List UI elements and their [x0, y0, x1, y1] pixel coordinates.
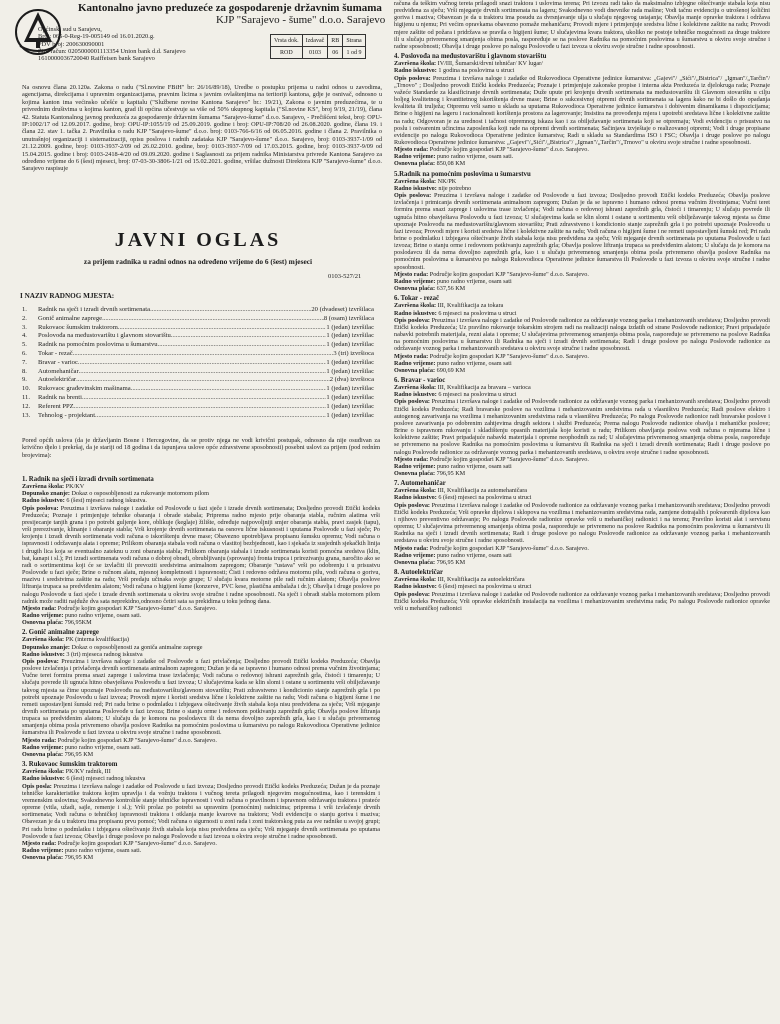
job-heading: 6. Tokar - rezač — [394, 295, 440, 303]
detail-text: puno radno vrijeme, osam sati. — [64, 846, 142, 854]
detail-label: Mjesto rada: — [394, 270, 429, 278]
position-row — [22, 376, 374, 385]
register-value: 06 — [328, 47, 343, 59]
job-detail — [394, 160, 770, 167]
detail-text: Područje kojim gospodari KJP "Sarajevo-šume" d.o.o. Sarajevo. — [429, 270, 589, 278]
detail-text: Preuzima i izvršava naloge i zadatke od Poslovođe radionice za održavanje voznog parka i mehanizovanih sredstava; Dosljedno provodi Etički kodeks Preduzeća; Uz pravilno rukovanje tokarskim strojem radi na realizaciji naloga izdatih od strane Poslovođe radionice; Pravi pripadajuće nabavki potrebnih materijala, rezni alata i opreme; U slučajevima privremenog smanjenja obima posla, raspoređuje se privremeno na poslove Radnika na pomoćnim poslovima u šumarstvu ili Radnika na sječi i izradi drvnih sortimenata; Radi i druge poslove po nalogu Poslovođe radionice za održavanje voznog parka i mehanizovanih sredstava u okviru svoje stručne i radne sposobnosti. — [394, 316, 770, 353]
detail-text: 796,95KM — [64, 619, 92, 627]
detail-label: Osnovna plaća: — [394, 160, 436, 168]
detail-text: IV/III, Šumarski/drvni tehničar/ KV lugar/ — [437, 60, 543, 68]
detail-text: puno radno vrijeme, osam sati. — [64, 743, 142, 751]
detail-label: Dopunsko znanje: — [22, 643, 70, 651]
general-conditions: Pored općih uslova (da je državljanin Bosne i Hercegovine, da se protiv njega ne vodi krivični postupak, odnosno da nije osuđivan za krivično djelo i prekršaj, da je stariji od 18 godina i da ispunjava uslove opće zdravstvene sposobnosti) posebni uslovi za prijem (pod redním brojevima): — [22, 437, 380, 459]
leader-dots — [118, 324, 327, 333]
meta-line: PDV broj: 200630090001 — [38, 40, 105, 48]
job-detail — [394, 456, 770, 463]
ad-subtitle: za prijem radnika u radni odnos na određeno vrijeme do 6 (šest) mjeseci — [83, 257, 313, 266]
job-heading: 3. Rukovaoc šumskim traktorom — [22, 761, 118, 769]
detail-label: Radno vrijeme: — [394, 551, 436, 559]
detail-label: Opis poslova: — [22, 504, 59, 512]
job-detail — [22, 854, 380, 861]
positions-heading: I NAZIV RADNOG MJESTA: — [20, 292, 115, 300]
detail-text: 690,69 KM — [436, 366, 466, 374]
position-name: Tokar - rezač — [38, 349, 73, 357]
position-name: Bravar - varioc — [38, 358, 78, 366]
detail-text: 796,95 KM — [64, 750, 94, 758]
detail-text: 796,95 KM — [436, 558, 466, 566]
detail-label: Radno vrijeme: — [22, 611, 64, 619]
detail-text: Područje kojim gospodari KJP "Sarajevo-šume" d.o.o. Sarajevo. — [429, 455, 589, 463]
position-number: 11. — [22, 393, 30, 401]
job-detail — [394, 576, 770, 583]
detail-text: 6 (šest) mjeseci radnog iskustva — [66, 775, 146, 783]
detail-text: III, Kvalifikacija za tokara — [437, 302, 504, 310]
detail-text: puno radno vrijeme, osam sati. — [64, 611, 142, 619]
job-detail — [394, 463, 770, 470]
detail-label: Opis poslova: — [394, 192, 432, 200]
leader-dots — [131, 385, 327, 394]
detail-label: Radno vrijeme: — [394, 153, 436, 161]
detail-label: Završena škola: — [394, 60, 437, 68]
job-detail — [394, 494, 770, 501]
position-row — [22, 306, 374, 315]
job-detail — [22, 840, 380, 847]
job-detail — [394, 60, 770, 67]
job-detail — [394, 398, 770, 455]
detail-label: Opis poslova: — [394, 590, 430, 598]
position-count: 1 (jedan) izvršilac — [326, 402, 374, 410]
detail-label: Opis poslova: — [394, 398, 430, 406]
detail-text: III, Kvalifikacija za autoelektričara — [437, 576, 525, 584]
job-heading: 4. Poslovođa na međustovarištu i glavnom stovarištu — [394, 53, 547, 61]
detail-label: Mjesto rada: — [394, 455, 429, 463]
job-detail — [394, 146, 770, 153]
position-name: Referent PPZ — [38, 402, 74, 410]
job-detail — [394, 317, 770, 353]
job-detail — [22, 744, 380, 751]
detail-label: Opis posla: — [22, 782, 52, 790]
job-heading: 2. Gonič animalne zaprege — [22, 629, 99, 637]
detail-text: Područje kojim gospodari KJP "Sarajevo-šume" d.o.o. Sarajevo. — [429, 352, 589, 360]
job-detail — [22, 490, 380, 497]
detail-label: Završena škola: — [394, 302, 437, 310]
position-count: 1 (jedan) izvršilac — [326, 341, 374, 349]
job-descriptions-right — [394, 0, 770, 612]
detail-text: 6 (šest) mjeseci radnog iskustva. — [66, 497, 147, 505]
job-detail — [22, 737, 380, 744]
detail-label: Dopunsko znanje: — [22, 490, 70, 498]
detail-text: Dokaz o osposobljenosti za goniča animalne zaprege — [71, 643, 203, 651]
job-heading: 7. Automehaničar — [394, 480, 446, 488]
position-count: 1 (jedan) izvršilac — [326, 332, 374, 340]
position-count: 1 (jedan) izvršilac — [326, 367, 374, 375]
job-descriptions-left — [22, 473, 380, 861]
job-detail — [394, 185, 770, 192]
detail-label: Mjesto rada: — [394, 544, 429, 552]
detail-label: Osnovna plaća: — [394, 366, 436, 374]
job-detail — [22, 751, 380, 758]
detail-text: 796,95 KM — [436, 470, 466, 477]
position-row — [22, 350, 374, 359]
detail-label: Mjesto rada: — [394, 352, 429, 360]
position-row — [22, 359, 374, 368]
company-name: KJP "Sarajevo - šume" d.o.o. Sarajevo — [216, 14, 386, 26]
job-detail — [394, 285, 770, 292]
detail-label: Mjesto rada: — [394, 146, 429, 154]
register-value: ROD — [271, 47, 303, 59]
detail-label: Završena škola: — [394, 487, 437, 495]
detail-label: Opis poslova: — [394, 501, 430, 509]
job-detail — [394, 583, 770, 590]
detail-label: Opis poslova: — [394, 74, 431, 82]
register-header: Strana — [343, 35, 365, 47]
detail-text: Područje kojim gospodari KJP "Sarajevo-šume" d.o.o. Sarajevo. — [57, 736, 217, 744]
document-register-table — [270, 34, 366, 59]
leader-dots — [102, 315, 324, 324]
detail-text: nije potrebno — [438, 184, 472, 192]
job-detail — [22, 483, 380, 490]
position-number: 4. — [22, 332, 27, 340]
position-row — [22, 385, 374, 394]
detail-text: 637,56 KM — [436, 285, 466, 293]
meta-line: Žiro račun: 0205000001113354 Union bank d.d. Sarajevo — [38, 47, 186, 55]
position-row — [22, 332, 374, 341]
organization-name: Kantonalno javno preduzeće za gospodarenje državnim šumama — [78, 2, 382, 14]
detail-label: Radno iskustvo: — [22, 650, 65, 658]
detail-text: NK/PK — [437, 177, 457, 185]
detail-label: Osnovna plaća: — [394, 470, 436, 477]
detail-label: Radno iskustvo: — [394, 67, 437, 75]
detail-text: puno radno vrijeme, osam sati — [436, 359, 512, 367]
leader-dots — [150, 306, 311, 315]
job-detail — [22, 605, 380, 612]
detail-label: Radno iskustvo: — [394, 184, 437, 192]
detail-text: Preuzima i izvršava naloge i zadatke od Poslovođe radionice za održavanje voznog parka i mehanizovanih sredstava; Dosljedno provodi Etički kodeks Preduzeća; Radi bravarske poslove na vozilima i mehanizovanim sredstvima rada u vlasništvu Preduzeća; Radi poslove elektro i autogenog zavarivanja na vozilima i mehanizovanim sredstvima rada u vlasništvu Preduzeća; Po nalogu Poslovođe radionice radi bravarske poslove i poslove zavarivanja po odobrenim zahtjevima drugih sektora i službi Preduzeća; Prema nalogu Poslovođe radionice obavlja i mehaničke poslove; Brine o ispravnom rukovanju i skladištenju opasnih materijala koje koristi u radu; Prilikom obavljanja poslova vodi računa o mjerama lične i kolektivne zaštite; Pravi pripadajuće nabavki materijala i opreme neophodnih za rad; U slučajevima privremenog smanjenja obima posla, raspoređuje se privremeno na poslove Radnika na pomoćnim poslovima u šumarstvu ili Radnika na sječi i izradi drvnih sortimenata; Radi i druge poslove po nalogu Poslovođe radionice za održavanje voznog parka i mehanizovanih sredstava, u okviru svoje stručne i radne sposobnosti. — [394, 398, 770, 456]
job-detail — [394, 153, 770, 160]
detail-text: PK/KV — [65, 483, 85, 491]
reference-number: 0103-527/21 — [328, 273, 362, 280]
detail-text: 6 (šest) mjeseci na poslovima u struci — [438, 494, 532, 502]
position-name: Radnik na sječi i izradi drvnih sortimenata — [38, 306, 151, 313]
detail-label: Završena škola: — [394, 177, 437, 185]
detail-text: Dokaz o osposobljenosti za rukovanje motornom pilom — [71, 490, 209, 498]
register-header: RB — [328, 35, 343, 47]
position-name: Rukovaoc građevinskim mašinama — [38, 385, 131, 393]
position-name: Radnik na pomoćnim poslovima u šumarstvu — [38, 341, 158, 349]
detail-label: Osnovna plaća: — [394, 285, 436, 293]
detail-text: Preuzima i izvršava naloge i zadatke od Poslovođe u fazi izvoza; Dosljedno provodi Etički kodeks Preduzeća; Dužan je da poznaje tehničke karakteristike traktora kojim upravlja i da vožnju traktora i vučnog tereta prilagodi njegovim mogućnostima, kao i terenskim i vremenskim uslovima; Svakodnevno kontroliše stanje tehničke ispravnosti i vodi računa o pravilnom i ispravnom održavanju traktora i prateće opreme (vitla, užadi, sajle, remenje i sl.); Vrši prolaz po potrebi sa upravnim (pomoćnim) radnicima; priprema i vrši izvlačenje drvnih sortimenata; Vodi računa o tehničkoj ispravnosti traktora i otklanja manje kvarove na traktoru; Vodi evidenciju o stanju goriva i maziva; Obavezan je da u traktoru ima propisanu prvu pomoć; Vodi računa o sigurnosti u zoni rada i zoni traktorskog puta za sve radnike u svojoj grupi; Pri radu brine o podmlatku i izbjegava oštećivanje živih stabala koja nisu predviđena za sječu; Vrši mjeganje drvnih sortimenata po uputama Poslovođe u fazi izvoza; Obavlja i druge poslove po nalogu Poslovođe u fazi izvoza u okviru svoje stručne i radne sposobnosti. — [22, 782, 381, 840]
leader-dots — [78, 359, 326, 368]
position-name: Autoelektričar — [38, 376, 77, 384]
detail-label: Mjesto rada: — [22, 736, 57, 744]
position-row — [22, 315, 374, 324]
job-detail — [394, 391, 770, 398]
register-value: 1 od 9 — [343, 47, 365, 59]
leader-dots — [73, 350, 334, 359]
detail-label: Radno vrijeme: — [394, 359, 436, 367]
detail-label: Radno iskustvo: — [394, 494, 437, 502]
detail-text: 1 godina na poslovima u struci — [438, 67, 515, 75]
position-number: 9. — [22, 376, 27, 384]
detail-label: Završena škola: — [22, 768, 65, 776]
job-detail — [394, 545, 770, 552]
detail-text: PK/KV radnik, III — [65, 768, 111, 776]
left-column — [8, 0, 388, 1024]
detail-label: Radno vrijeme: — [22, 846, 64, 854]
detail-label: Radno iskustvo: — [22, 775, 65, 783]
job-detail — [22, 612, 380, 619]
leader-dots — [95, 412, 326, 421]
detail-text: Preuzima i izvršava naloge i zadatke od Rukovodioca Operativne jedinice šumarstva: „Gajevi"/ „Sići"/„Bistrica"/ „Igman"/„Tarčin"/„Trnovo" ; Dosljedno provodi Etički kodeks Preduzeća; Poznaje i primjenjuje zakonske propise i interna akta Preduzeća iz djelokruga rada; Poznaje važeće Standarde za klasificiranje drvnih sortimenata; Duže upute pri krojenju drvnih sortimenata na međustovarištu ili Glavnom stovarištu u cilju boljeg kvalitetnog i kvantitetnog iskorištenja drvne mase; Brine o sukcesivnoj otpremi drvnih sortimenata sa lagera kako ne bi došlo do opadanja kvaliteta ili trulježa; Otpremu vrši samo u skladu sa uputama Rukovodioca Operativne jedinice šumarstva i dobivenim dinamikama i dispozicijama; Brine o higijeni na lageru i racionalnosti korištenja prostora za lagerovanje; Insistira na provođenju mjera i upotrebi sredstava lične i kolektivne zaštite na radu; Odgovoran je za urednost i tačnost otpremnog iskaza kao i za obilježavanje sortimenata koji se otpremaju; Vodi evidenciju o prisustvu na poslu i ostvarenim učincima zaposlenika koji rade na otpremi drvnih sortimenata; Sačinjava izvještaje o realizovanoj otpremi; Vodi i druge propisane evidencije po nalogu Rukovodioca Operativne jedinice šumarstva; Radi u skladu sa Standardima ISO i FSC; Obavlja i druge poslove po nalogu Rukovodioca Operativne jedinice šumarstva: „Gajevi"/„Sići"/„Bistrica"/ „Igman"/„Tarčin"/„Trnovo" u okviru svoje stručne i radne sposobnosti. — [394, 74, 770, 146]
detail-label: Završena škola: — [394, 576, 437, 584]
position-name: Tehnolog - projektant — [38, 411, 96, 419]
detail-label: Završena škola: — [22, 636, 65, 644]
position-row — [22, 341, 374, 350]
job-detail — [22, 619, 380, 626]
position-number: 3. — [22, 323, 27, 331]
position-count: 8 (osam) izvršilaca — [323, 314, 374, 322]
detail-text: Područje kojim gospodari KJP "Sarajevo-šume" d.o.o. Sarajevo. — [429, 544, 589, 552]
position-count: 1 (jedan) izvršilac — [326, 411, 374, 419]
job-detail — [394, 178, 770, 185]
detail-text: puno radno vrijeme, osam sati — [436, 277, 512, 285]
leader-dots — [158, 341, 327, 350]
position-count: 1 (jedan) izvršilac — [326, 358, 374, 366]
detail-label: Osnovna plaća: — [22, 619, 64, 627]
detail-text: PK (interna kvalifikacija) — [65, 636, 129, 644]
position-count: 1 (jedan) izvršilac — [326, 393, 374, 401]
detail-text: Preuzima i izvršava naloge i zadatke od Poslovođe radionice za održavanje voznog parka i mehanizovanih sredstava; Dosljedno provodi Etički kodeks Preduzeća; Vrši opravke dijelova i sklopova na vozilima i mehanizovanim sredstvima rada, zamjene dotrajalih i pokvarenih dijelova kao i njihovo preventivno održavanje; Po nalogu Poslovođe radionice opravke vrši u mehaničkoj radionici i na terenu; Pravilno koristi alat i servisnu opremu; U slučajevima privremenog smanjenja obima posla, raspoređuje se privremeno na poslove Radnika na pomoćnim poslovima u šumarstvu ili Radnika na sječi i izradi drvnih sortimenata; Radi i druge poslove po nalogu Poslovođe radionice za održavanje voznog parka i mehanizovanih sredstava u okviru svoje stručne i radne sposobnosti. — [394, 501, 770, 545]
job-detail — [22, 644, 380, 651]
job-detail — [394, 353, 770, 360]
register-header: Vrsta dok. — [271, 35, 303, 47]
detail-text: III, Kvalifikacija za automehaničara — [437, 487, 527, 495]
register-value: 0103 — [302, 47, 328, 59]
position-count: 3 (tri) izvršioca — [333, 349, 374, 357]
position-number: 13. — [22, 411, 31, 419]
detail-text: Područje kojim gospodari KJP "Sarajevo-šume" d.o.o. Sarajevo. — [57, 839, 217, 847]
position-row — [22, 394, 374, 403]
position-count: 2 (dva) izvršioca — [329, 376, 374, 384]
job-detail — [22, 651, 380, 658]
position-number: 7. — [22, 358, 27, 366]
position-count: 1 (jedan) izvršilac — [326, 385, 374, 393]
position-number: 2. — [22, 314, 27, 322]
detail-text: Preuzima i izvršava naloge i zadatke od Poslovođe radionice za održavanje voznog parka i mehanizovanih sredstava; Dosljedno provodi Etički kodeks Preduzeća; Vrši opravke električnih instalacija na vozilima i mehanizovanim sredstvima rada; Po nalogu Poslovođe radionice opravke vrši u mehaničkoj radionici — [394, 590, 770, 612]
position-number: 6. — [22, 349, 27, 357]
detail-text: 850,08 KM — [436, 160, 466, 168]
detail-text: puno radno vrijeme, osam sati. — [436, 153, 514, 161]
registration-meta — [38, 26, 186, 62]
leader-dots — [74, 403, 327, 412]
meta-line: Broj: 065-0-Reg-19-005149 od 16.01.2020.g. — [38, 33, 155, 41]
legal-basis-paragraph: Na osnovu člana 20.120a. Zakona o radu ("Sl.novine FBiH" br: 26/16/89/18), Uredbe o postupku prijema u radni odnos u zavodima, agencijama, direkcijama i upravnim organizacijama, pravnim licima s javnim ovlaštenjima na teritoriji kantona, gdje je osnivač, odnosno u kojima kanton ima većinsko učešće u kapitalu ("Službene novine Kantona Sarajevo" br.: 19/21), Zakona o javnim preduzećima, te u privrednim društvima u kojima kanton, grad ili općina učestvuje sa više od 50% ukupnog kapitala ("Sl.novine KS", broj 9/19, 21/19), člana 42. Statuta Kantonalnog javnog preduzeća za gospodarenje državnim šumama "Sarajevo-šume" d.o.o. Sarajevo, - Prečišćeni tekst, broj: OPU-IP:1002/17 od 12.09.2017. godine, broj: OPU-IP:1055/19 od 25.09.2019. godine i broj: OPU-IP:708/20 od 26.08.2020. godine, člana 19. i člana 22. stav 1. tačka 2. Pravilnika o radu KJP "Sarajevo-šume" d.o.o. broj: 0103-766-6/16 od 06.05.2016. godine i člana 2. Pravilnika o unutrašnjoj organizaciji i sistematizaciji, opisu poslova i radnih zadataka KJP "Sarajevo-šume" d.o.o. Sarajevo, broj: 0103-3937-1/09 od 21.12.2009. godine, broj: 0103-3937-2/09 od 26.02.2010. godine, broj: 0103-3937-7/09 od 17.03.2015. godine, broj: 0103-3937-9/09 od 15.04.2015. godine i broj: 0103-2418-4/20 od 09.09.2020. godine i Saglasnosti za prijem radnika Ministarstva privrede Kantona Sarajevo za određeno vrijeme do 6 (šest) mjeseci, broj: 07-03-30-3806-1/21 od 15.02.2021. godine, vršilac dužnosti Direktora KJP "Sarajevo-šume" d.o.o. Sarajevo raspisuje — [22, 84, 382, 173]
leader-dots — [79, 368, 327, 377]
continued-text: računa da teškim vučnog tereta prilagodi snazi traktora i uslovima terena; Pri izvozu radi tako da maksimalno izbjegne oštećivanje stabala koja nisu predviđena za sječu; Vrši mjeganje drvnih sortimenata na lageru; Svakodnevno vodi dnevnike rada mašine; Vodi tačnu evidenciju o utrošenoj količini goriva i maziva; Obavezan je da u traktoru ima posudu za dvrsnjavanje ulja u slučaju njegovog ustajanja; Obavlja manje opravke traktora i održava higijenu u njemu; Pri većim opravkama obavezno pomaže mehaničaru; Provodi mjere i primjenjuje sredstva lične i kolektivne zaštite na radu; Provodi mjere zaštite od požara i pridržava se pravila o higijeni šume; U slučajevima kvara traktora, ukoliko ne postoje tehničke mogućnosti za druge traktore ili u slučaju privremenog smanjenja obima posla, raspoređuje se na poslove Radnika na pomoćnim poslovima u šumarstvu u okviru svoje stručne i radne sposobnosti; Obavlja i druge poslove po nalogu Poslovođe u fazi izvoza u okviru svoje stručne i radne sposobnosti. — [394, 0, 770, 50]
job-detail — [394, 75, 770, 147]
detail-text: Preuzima i izvršava naloge i zadatke od Poslovođe u fazi sječe i izrade drvnih sortimenata; Dosljedno provodi Etički kodeks Preduzeća; Poznaje i primjenjuje tehnike obaranja i obrade stabala; Priprema radno mjesto prije obaranja stabla, ručnim alatima vrši presijecanje tanjih grana i po potrebi guljenje kore, oblikuje (keglaje) žilište, određuje najpovoljniji smjer obaranja stabla, pravi zasjek (tapu), vrši prerezivanje, klinanje i obaranje stabla; Vrši krojenje drvnih sortimenata na osnovu lične iskusnosti i uputama Poslovođe u fazi sječe; Po krojenju i izradi drvnih sortimenata vodi računa o iskorištenju drvne mase; Obavezno upotrebljava propisanu šumsku opremu; Vodi računa o ispravnosti i održavanju alata i opreme; Prilikom obaranja stabala vodi računa o vlastitoj bezbjednosti, kao i sjekača iz susjednih sjekačkih linija i drugih lica koja se eventualno zateknu u zoni obaranja stabla; Prilikom obaranja stabala i izrade sortimenata koristi pomoćna sredstva (klin, bat, kanapi i sl.); Pri izradi sortimenata vodi računa o dobroj obradi, obrubljivanju (sprovanju) fronta trupca i prirezivanju grana, naročito ako se radi o sortimentima koji će se izvlačiti ili prevoziti sredstvima animalnom zapregom; Obaranje "ustava" vrši po odobrenju i u prisustvu Poslovođe u fazi sječe; Brine o ručnom alatu, mjesnoj kompletnosti i ispravnosti; Čisti i redovno održava motornu pilu, vodi računa o gorivu, mazivu i sredstvima zaštite na radu; Vrši predaju učinaka svoje grupe; U slučaju kvara motorne pile radi ručnim alatom; Obavlja poslove liftranja trupaca sa predviđenim alatom; Vodi računa o higijeni šume (konzerve, PVC kese, plastična ambalaža i dr.); Obavlja i druge poslove po nalogu Poslovođe u fazi sječe i izrade drvnih sortimenata u okviru svoje stručne i radne sposobnosti. Na sječi i obradi stabla motornom pilom radnik može raditi najduže dva sata neprekidno,odnosno četiri sata sa prekidima u toku jednog dana. — [22, 504, 380, 605]
job-heading: 5.Radnik na pomoćnim poslovima u šumarstvu — [394, 170, 531, 178]
position-number: 12. — [22, 402, 31, 410]
job-heading: 1. Radnik na sječi i izradi drvnih sortimenata — [22, 476, 154, 483]
positions-list — [22, 306, 374, 420]
position-number: 5. — [22, 341, 27, 349]
ad-title: JAVNI OGLAS — [114, 229, 282, 251]
detail-text: puno radno vrijeme, osam sati — [436, 462, 512, 470]
position-name: Radnik na brenti — [38, 393, 82, 401]
detail-text: 3 (tri) mjeseca radnog iskustva — [66, 650, 143, 658]
detail-label: Radno iskustvo: — [394, 391, 437, 399]
position-count: 20 (dvadeset) izvršilaca — [311, 306, 374, 313]
position-number: 10. — [22, 385, 31, 393]
job-detail — [22, 505, 380, 605]
detail-text: 796,95 KM — [64, 854, 94, 862]
job-detail — [22, 847, 380, 854]
detail-label: Završena škola: — [394, 384, 437, 392]
leader-dots — [171, 332, 327, 341]
job-detail — [394, 278, 770, 285]
detail-text: Preuzima i izvršava naloge i zadatke od Poslovođe u fazi privlačenja; Dosljedno provodi Etički kodeks Preduzeća; Obavlja poslove izvlačenja i privlačenja drvnih sortimenata animalnom zapregom; Dužan je da se ispravno i humano odnosi prema vučnim životinjama; Vučne teret formira prema snazi zaprege i uslovima trase izvlačenja; Vodi računa o redovnoj ishrani zaprežnih grla, čistoći i timarenju; U slučaju povrede ili ugnuća hitno obavještava Poslovođu u fazi izvoza; U slučajevima kada se klin slomi i ostane u sortimentu vrši obilježavanje takvog mjesta sa čime upoznaje Poslovođu na međustovarištu/glavnom stovarištu; Prati zdravstveno i kondicionio stanje zaprežnih grla i po potrebi upoznaje Poslovođu u fazi izvoza; Provodi mjere i koristi sredstva lične i kolektivne zaštite na radu; Vodi računa o higijeni šume i ne remeti uspostavljeni šumski red; Pri radu brine o podmlatku i izbjegava oštećivanje živih stabala koja nisu predviđena za sječu; Vrši mjeganje drvnih sortimenata po uputama Poslovođe u fazi izvoza; Brine o stanju orme i redovnom potkivanju zaprežnih grla; Obavlja poslove liftranja trupaca sa predviđenim alatom; U slučaju da je komora na poslodavcu ili da nema dovoljno zaprežnih grla, kao i u slučaju privremenog smanjenja obima posla privremeno obavlja poslove Radnika na pomoćnim poslovima u šumarstvu po nalogu Rukovodioca Operativne jedinice šumarstva ili Poslovođe u fazi izvoza u okviru svoje stručne i radne sposobnosti. — [22, 657, 381, 737]
detail-text: Područje kojim gospodari KJP "Sarajevo-šume" d.o.o. Sarajevo. — [57, 604, 217, 612]
job-heading: 8. Autoelektričar — [394, 569, 444, 577]
detail-label: Mjesto rada: — [22, 839, 57, 847]
detail-label: Radno vrijeme: — [22, 743, 64, 751]
position-count: 1 (jedan) izvršilac — [326, 323, 374, 331]
job-heading: 6. Bravar - varioc — [394, 376, 446, 384]
meta-line: 1610000036720040 Raiffeisen bank Sarajevo — [38, 55, 155, 63]
detail-text: Preuzima i izvršava naloge i zadatke od Poslovođe u fazi izvoza; Dosljedno provodi Etički kodeks Preduzeća; Obavlja poslove izvlačenja i primicanja drvnih sortimenata animalnom zapregom; Dužan je da se ispravno i humano odnosi prema vučnim životinjama; Vučni teret formira prema snazi zaprege i uslovima trase izvlačenja; Vodi računa o redovnoj ishrani zaprežnih grla, čistoći i timarenju; U slučaju povrede ili ugnuća hitno obavještava Poslovođu u fazi izvoza; U slučajevima kada se klin slomi i ostane u sortimentu vrši obilježavanje takvog mjesta sa čime upoznaje Poslovođu na međustovarištu/glavnom stovarištu; Prati zdravstveno i kondicionio stanje zaprežnih grla i po potrebi upoznaje Poslovođu u fazi izvoza; Provodi mjere i koristi sredstva lične i kolektivne zaštite na radu; Vodi računa o higijeni šume i ne remeti uspostavljeni šumski red; Pri radu brine o podmlatku i izbjegava oštećivanje živih stabala koja nisu predviđena za sječu; Vrši mjeganje drvnih sortimenata po uputama Poslovođe u fazi izvoza; Brine o stanju orme i redovnom potkivanju zaprežnih grla; Obavlja poslove liftranja trupaca sa predviđenim alatom; U slučaju da je komora na poslodavcu ili da nema dovoljno zaprežnih grla, kao i u slučaju privremenog smanjenja obima posla privremeno obavlja poslove Radnika na pomoćnim poslovima u šumarstvu po nalogu Rukovodioca Operativne jedinice šumarstva ili Poslovođe u fazi izvoza u okviru svoje stručne i radne sposobnosti. — [394, 192, 770, 271]
detail-label: Završena škola: — [22, 483, 65, 491]
job-detail — [394, 384, 770, 391]
job-detail — [394, 552, 770, 559]
position-name: Gonič animalne zaprege — [38, 314, 103, 322]
detail-label: Mjesto rada: — [22, 604, 57, 612]
position-row — [22, 412, 374, 421]
detail-label: Radno iskustvo: — [22, 497, 65, 505]
job-detail — [22, 783, 380, 840]
job-detail — [394, 502, 770, 545]
detail-label: Radno iskustvo: — [394, 309, 437, 317]
detail-text: puno radno vrijeme, osam sati — [436, 551, 512, 559]
detail-label: Radno vrijeme: — [394, 277, 436, 285]
detail-label: Opis poslova: — [394, 316, 430, 324]
job-detail — [394, 271, 770, 278]
detail-label: Radno vrijeme: — [394, 462, 436, 470]
position-row — [22, 403, 374, 412]
position-row — [22, 368, 374, 377]
job-detail — [394, 367, 770, 374]
meta-line: Općinski sud u Sarajevu, — [38, 26, 102, 33]
detail-label: Osnovna plaća: — [22, 854, 64, 862]
job-detail — [394, 591, 770, 612]
detail-text: 6 mjeseci na poslovima u struci — [438, 391, 517, 399]
detail-label: Radno iskustvo: — [394, 583, 437, 591]
detail-label: Osnovna plaća: — [394, 558, 436, 566]
position-name: Automehaničar — [38, 367, 79, 375]
position-name: Rukovaoc šumskim traktorom — [38, 323, 118, 331]
letterhead — [8, 0, 388, 80]
job-detail — [394, 360, 770, 367]
detail-text: 6 mjeseci na poslovima u struci — [438, 309, 517, 317]
job-detail — [394, 302, 770, 309]
job-detail — [394, 310, 770, 317]
job-detail — [394, 470, 770, 477]
job-detail — [394, 487, 770, 494]
detail-label: Osnovna plaća: — [22, 750, 64, 758]
position-row — [22, 324, 374, 333]
job-detail — [394, 192, 770, 271]
detail-text: III, Kvalifikacija za bravara – varioca — [437, 384, 531, 392]
job-detail — [394, 67, 770, 74]
job-detail — [22, 658, 380, 737]
job-detail — [22, 768, 380, 775]
job-detail — [22, 497, 380, 504]
position-number: 8. — [22, 367, 27, 375]
job-detail — [22, 775, 380, 782]
job-detail — [22, 636, 380, 643]
job-detail — [394, 559, 770, 566]
detail-text: Područje kojim gospodari KJP "Sarajevo-šume" d.o.o. Sarajevo. — [429, 146, 589, 154]
position-number: 1. — [22, 306, 27, 313]
right-column — [392, 0, 772, 1024]
detail-text: 6 (šest) mjeseci na poslovima u struci — [438, 583, 532, 591]
position-name: Poslovođa na međustovarištu i glavnom stovarištu — [38, 332, 171, 340]
register-header: Izdavač — [302, 35, 328, 47]
leader-dots — [82, 394, 326, 403]
leader-dots — [76, 376, 330, 385]
detail-label: Opis poslova: — [22, 657, 59, 665]
